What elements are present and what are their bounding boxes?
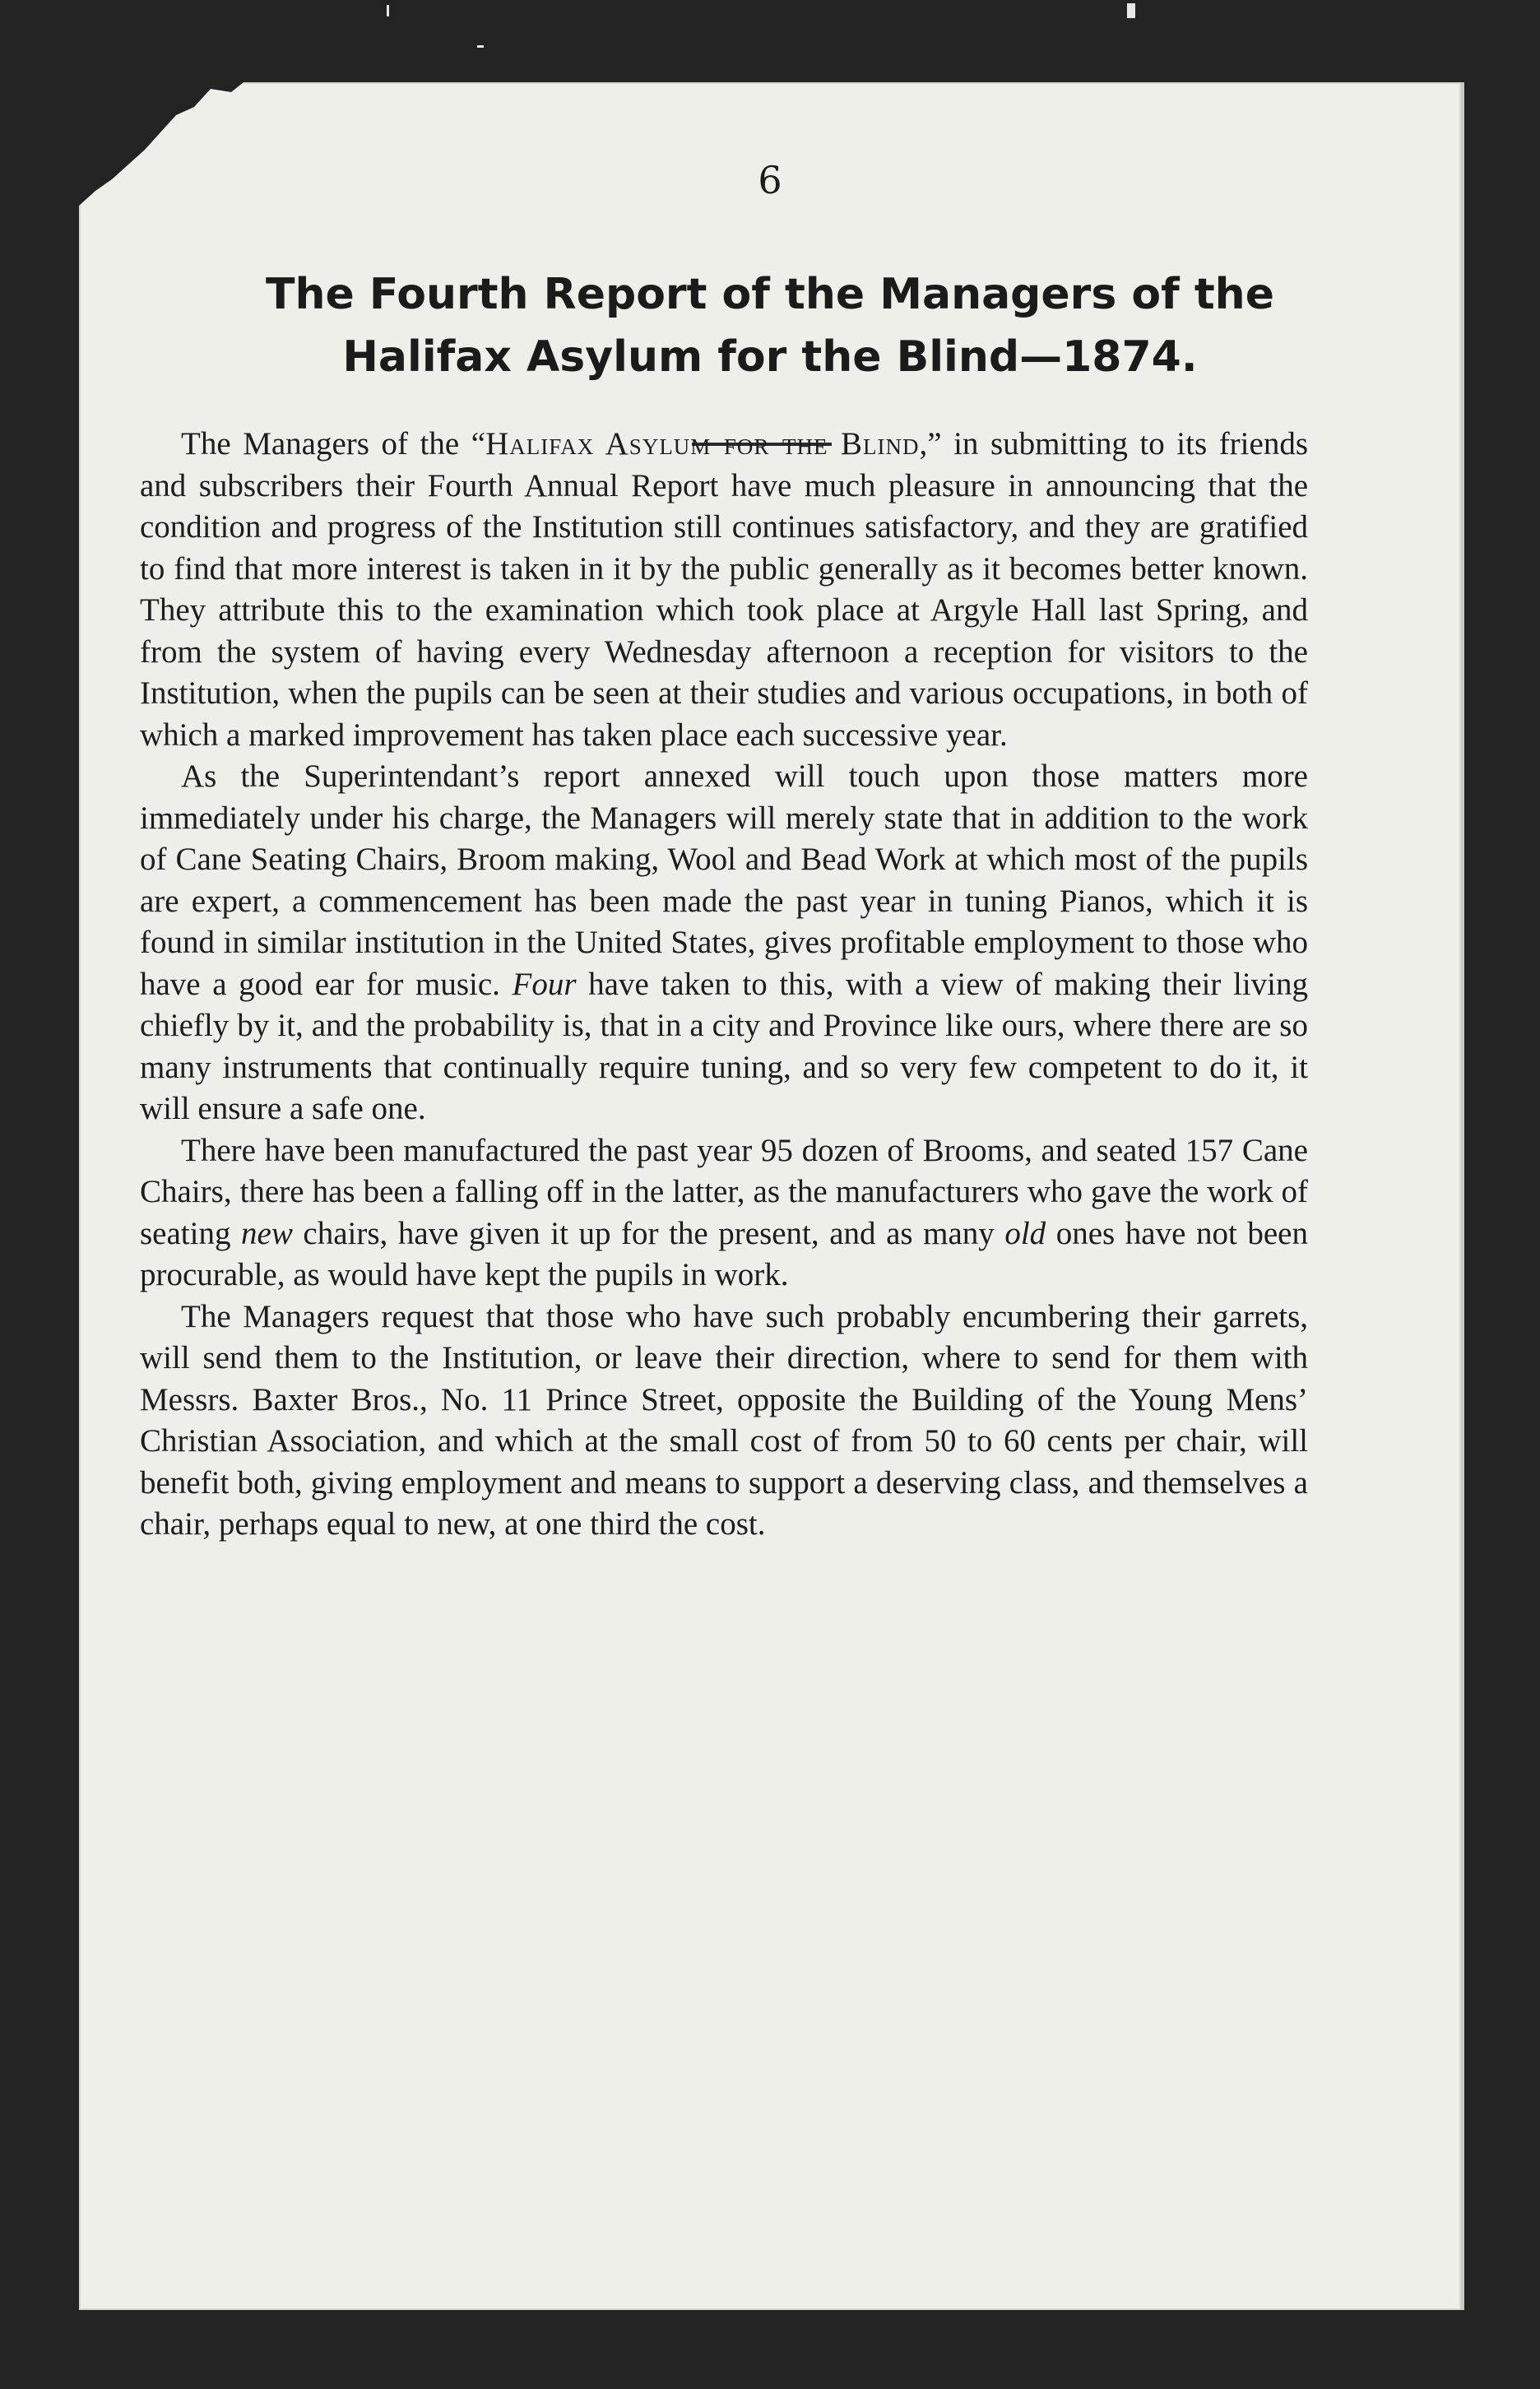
- scan-speck: [1127, 3, 1135, 18]
- report-body: [140, 424, 1308, 1546]
- paragraph-4: The Managers request that those who have such probably encumbering their garrets, will send them to the Institution, or leave their direction, where to send for them with Messrs. Baxter Bros., No. 11 Prince Street, opposite the Building of the Young Mens’ Christian Association, and which at the small cost of from 50 to 60 cents per chair, will benefit both, giving employment and means to support a deserving class, and themselves a chair, perhaps equal to new, at one third the cost.: [140, 1298, 1308, 1542]
- p1-institution-name: Halifax Asylum for the Blind: [485, 426, 920, 462]
- p2-lead: As the Superintendant’s report annexed will touch upon those matters more immediately under his charge, the Managers will merely state that in addition to the work of Cane Seating Chairs, Broom making, Wool and Bead Work at which most of the pupils are expert, a commencement has been made the past year in tuning Pianos, which it is found in similar institution in the United States, gives profitable employment to those who have a good ear for music.: [140, 758, 1308, 1002]
- title-line-1: The Fourth Report of the Managers of the: [266, 270, 1274, 319]
- scan-speck: [387, 5, 389, 16]
- title-line-2: Halifax Asylum for the Blind—1874.: [342, 332, 1198, 382]
- p2-rest: have taken to this, with a view of making their living chiefly by it, and the probability is, that in a city and Province like ours, where there are so many instruments that continually require tuning, and so very few competent to do it, it will ensure a safe one.: [140, 966, 1309, 1126]
- paragraph-1: [140, 424, 1308, 756]
- p3-italic-new: new: [241, 1215, 293, 1251]
- paragraph-2: [140, 756, 1308, 1130]
- p1-rest: ,” in submitting to its friends and subscribers their Fourth Annual Report have much pleasure in announcing that the condition and progress of the Institution still continues satisfactory, and they are gratified to find that more interest is taken in it by the public generally as it becomes better known. They attribute this to the examination which took place at Argyle Hall last Spring, and from the system of having every Wednesday afternoon a reception for visitors to the Institution, when the pupils can be seen at their studies and various occupations, in both of which a marked improvement has taken place each successive year.: [140, 426, 1308, 753]
- p3-italic-old: old: [1004, 1215, 1046, 1251]
- p3-lead: There have been manufactured the past year 95 dozen of Brooms, and seated 157 Cane Chairs, there has been a falling off in the latter, as the manufacturers who gave the work of seating: [140, 1132, 1308, 1251]
- page-title: [194, 263, 1346, 388]
- p1-lead: The Managers of the “: [181, 426, 486, 462]
- torn-corner: [79, 82, 244, 206]
- p3-middle: chairs, have given it up for the present, and as many: [303, 1215, 995, 1251]
- p2-italic: Four: [512, 966, 577, 1002]
- paragraph-3: [140, 1130, 1308, 1297]
- page-number: 6: [758, 158, 782, 202]
- scan-speck: [477, 45, 484, 48]
- p3-rest: ones have not been procurable, as would have kept the pupils in work.: [140, 1215, 1308, 1292]
